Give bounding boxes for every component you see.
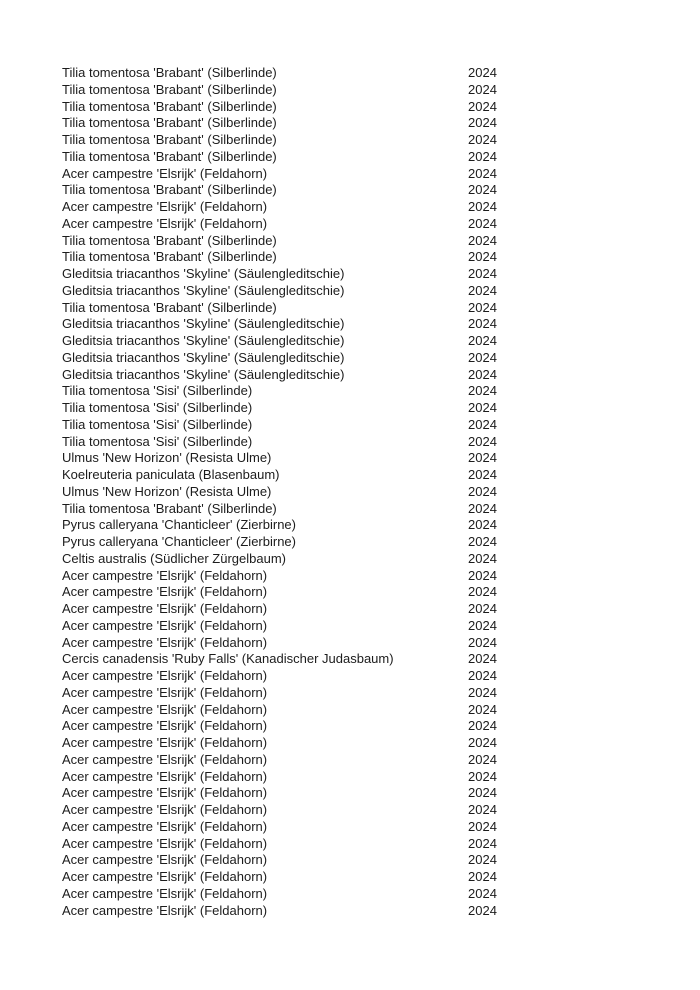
tree-year: 2024 [468, 98, 497, 114]
table-row [62, 316, 672, 333]
table-row [62, 249, 672, 266]
tree-name: Acer campestre 'Elsrijk' (Feldahorn) [62, 785, 268, 801]
table-row [62, 517, 672, 534]
tree-year: 2024 [468, 433, 497, 449]
tree-name: Acer campestre 'Elsrijk' (Feldahorn) [62, 869, 268, 884]
tree-name: Acer campestre 'Elsrijk' (Feldahorn) [62, 165, 268, 181]
tree-name: Tilia tomentosa 'Sisi' (Silberlinde) [62, 416, 253, 432]
table-row [62, 132, 672, 149]
tree-name: Koelreuteria paniculata (Blasenbaum) [62, 467, 280, 482]
tree-name: Gleditsia triacanthos 'Skyline' (Säulengleditschie) [62, 282, 345, 298]
tree-name: Tilia tomentosa 'Brabant' (Silberlinde) [62, 232, 277, 248]
tree-year: 2024 [468, 718, 497, 734]
table-row [62, 534, 672, 551]
table-row [62, 869, 672, 886]
table-row [62, 735, 672, 752]
tree-year: 2024 [468, 617, 497, 633]
tree-name: Ulmus 'New Horizon' (Resista Ulme) [62, 450, 272, 466]
tree-year: 2024 [468, 550, 497, 566]
table-row [62, 568, 672, 585]
table-row [62, 618, 672, 635]
tree-year: 2024 [468, 65, 497, 80]
tree-year: 2024 [468, 282, 497, 298]
tree-name: Acer campestre 'Elsrijk' (Feldahorn) [62, 818, 268, 834]
table-row [62, 551, 672, 568]
tree-name: Gleditsia triacanthos 'Skyline' (Säulengleditschie) [62, 333, 345, 348]
tree-name: Pyrus calleryana 'Chanticleer' (Zierbirne) [62, 517, 296, 533]
tree-name: Acer campestre 'Elsrijk' (Feldahorn) [62, 567, 268, 583]
tree-name: Tilia tomentosa 'Sisi' (Silberlinde) [62, 400, 253, 415]
tree-name: Tilia tomentosa 'Brabant' (Silberlinde) [62, 500, 277, 516]
tree-name: Acer campestre 'Elsrijk' (Feldahorn) [62, 634, 268, 650]
table-row [62, 819, 672, 836]
table-row [62, 383, 672, 400]
tree-name: Pyrus calleryana 'Chanticleer' (Zierbirne) [62, 534, 296, 549]
table-row [62, 467, 672, 484]
tree-year: 2024 [468, 299, 497, 315]
table-row [62, 99, 672, 116]
tree-name: Gleditsia triacanthos 'Skyline' (Säulengleditschie) [62, 366, 345, 382]
tree-year: 2024 [468, 132, 497, 147]
tree-name: Acer campestre 'Elsrijk' (Feldahorn) [62, 735, 268, 750]
tree-year: 2024 [468, 651, 497, 667]
table-row [62, 668, 672, 685]
table-row [62, 417, 672, 434]
table-row [62, 434, 672, 451]
tree-name: Acer campestre 'Elsrijk' (Feldahorn) [62, 852, 268, 868]
tree-year: 2024 [468, 383, 497, 399]
tree-name: Tilia tomentosa 'Brabant' (Silberlinde) [62, 148, 277, 164]
table-row [62, 400, 672, 417]
table-row [62, 233, 672, 250]
table-row [62, 350, 672, 367]
tree-year: 2024 [468, 349, 497, 365]
table-row [62, 852, 672, 869]
tree-year: 2024 [468, 902, 497, 918]
tree-year: 2024 [468, 567, 497, 583]
tree-name: Acer campestre 'Elsrijk' (Feldahorn) [62, 885, 268, 901]
tree-name: Celtis australis (Südlicher Zürgelbaum) [62, 550, 286, 566]
tree-year: 2024 [468, 668, 497, 683]
tree-name: Acer campestre 'Elsrijk' (Feldahorn) [62, 902, 268, 918]
table-row [62, 216, 672, 233]
tree-name: Acer campestre 'Elsrijk' (Feldahorn) [62, 835, 268, 851]
table-row [62, 300, 672, 317]
tree-year: 2024 [468, 735, 497, 750]
tree-name: Tilia tomentosa 'Brabant' (Silberlinde) [62, 132, 277, 147]
tree-year: 2024 [468, 684, 497, 700]
tree-year: 2024 [468, 500, 497, 516]
tree-name: Tilia tomentosa 'Brabant' (Silberlinde) [62, 249, 277, 265]
tree-year: 2024 [468, 316, 497, 332]
tree-name: Tilia tomentosa 'Brabant' (Silberlinde) [62, 182, 277, 198]
table-row [62, 601, 672, 618]
tree-name: Acer campestre 'Elsrijk' (Feldahorn) [62, 215, 268, 231]
table-row [62, 65, 672, 82]
tree-year: 2024 [468, 483, 497, 499]
tree-year: 2024 [468, 182, 497, 198]
table-row [62, 886, 672, 903]
tree-name: Gleditsia triacanthos 'Skyline' (Säulengleditschie) [62, 266, 345, 281]
table-row [62, 149, 672, 166]
table-row [62, 333, 672, 350]
table-row [62, 769, 672, 786]
tree-year: 2024 [468, 869, 497, 884]
table-row [62, 718, 672, 735]
tree-name: Acer campestre 'Elsrijk' (Feldahorn) [62, 751, 268, 767]
tree-year: 2024 [468, 751, 497, 767]
tree-name: Gleditsia triacanthos 'Skyline' (Säulengleditschie) [62, 316, 345, 332]
tree-year: 2024 [468, 232, 497, 248]
table-row [62, 752, 672, 769]
tree-name: Acer campestre 'Elsrijk' (Feldahorn) [62, 718, 268, 734]
tree-year: 2024 [468, 601, 497, 616]
tree-year: 2024 [468, 634, 497, 650]
tree-year: 2024 [468, 266, 497, 281]
table-row [62, 283, 672, 300]
table-row [62, 450, 672, 467]
table-row [62, 166, 672, 183]
tree-year: 2024 [468, 534, 497, 549]
tree-name: Tilia tomentosa 'Brabant' (Silberlinde) [62, 115, 277, 131]
table-row [62, 802, 672, 819]
tree-name: Acer campestre 'Elsrijk' (Feldahorn) [62, 584, 268, 600]
tree-name: Acer campestre 'Elsrijk' (Feldahorn) [62, 684, 268, 700]
table-row [62, 367, 672, 384]
tree-year: 2024 [468, 768, 497, 784]
tree-name: Tilia tomentosa 'Sisi' (Silberlinde) [62, 383, 253, 399]
tree-list [62, 65, 672, 919]
tree-year: 2024 [468, 584, 497, 600]
tree-year: 2024 [468, 333, 497, 348]
tree-name: Tilia tomentosa 'Brabant' (Silberlinde) [62, 81, 277, 97]
tree-year: 2024 [468, 199, 497, 214]
tree-name: Gleditsia triacanthos 'Skyline' (Säulengleditschie) [62, 349, 345, 365]
table-row [62, 702, 672, 719]
tree-name: Acer campestre 'Elsrijk' (Feldahorn) [62, 701, 268, 717]
tree-name: Acer campestre 'Elsrijk' (Feldahorn) [62, 601, 268, 616]
tree-year: 2024 [468, 835, 497, 851]
table-row [62, 266, 672, 283]
tree-name: Ulmus 'New Horizon' (Resista Ulme) [62, 483, 272, 499]
tree-year: 2024 [468, 115, 497, 131]
tree-year: 2024 [468, 249, 497, 265]
tree-year: 2024 [468, 215, 497, 231]
tree-year: 2024 [468, 416, 497, 432]
table-row [62, 836, 672, 853]
table-row [62, 501, 672, 518]
tree-year: 2024 [468, 148, 497, 164]
table-row [62, 484, 672, 501]
tree-year: 2024 [468, 467, 497, 482]
tree-year: 2024 [468, 517, 497, 533]
table-row [62, 635, 672, 652]
table-row [62, 785, 672, 802]
tree-name: Cercis canadensis 'Ruby Falls' (Kanadischer Judasbaum) [62, 651, 394, 667]
tree-year: 2024 [468, 818, 497, 834]
tree-name: Acer campestre 'Elsrijk' (Feldahorn) [62, 768, 268, 784]
table-row [62, 584, 672, 601]
tree-year: 2024 [468, 400, 497, 415]
tree-year: 2024 [468, 802, 497, 817]
tree-name: Tilia tomentosa 'Brabant' (Silberlinde) [62, 299, 277, 315]
tree-name: Acer campestre 'Elsrijk' (Feldahorn) [62, 668, 268, 683]
tree-name: Acer campestre 'Elsrijk' (Feldahorn) [62, 617, 268, 633]
tree-name: Tilia tomentosa 'Sisi' (Silberlinde) [62, 433, 253, 449]
tree-name: Acer campestre 'Elsrijk' (Feldahorn) [62, 802, 268, 817]
tree-year: 2024 [468, 450, 497, 466]
tree-year: 2024 [468, 885, 497, 901]
tree-year: 2024 [468, 366, 497, 382]
table-row [62, 903, 672, 920]
tree-year: 2024 [468, 701, 497, 717]
tree-name: Tilia tomentosa 'Brabant' (Silberlinde) [62, 98, 277, 114]
table-row [62, 82, 672, 99]
table-row [62, 651, 672, 668]
tree-name: Tilia tomentosa 'Brabant' (Silberlinde) [62, 65, 277, 80]
table-row [62, 182, 672, 199]
tree-name: Acer campestre 'Elsrijk' (Feldahorn) [62, 199, 268, 214]
table-row [62, 685, 672, 702]
table-row [62, 199, 672, 216]
tree-year: 2024 [468, 852, 497, 868]
tree-year: 2024 [468, 785, 497, 801]
tree-year: 2024 [468, 81, 497, 97]
table-row [62, 115, 672, 132]
tree-year: 2024 [468, 165, 497, 181]
